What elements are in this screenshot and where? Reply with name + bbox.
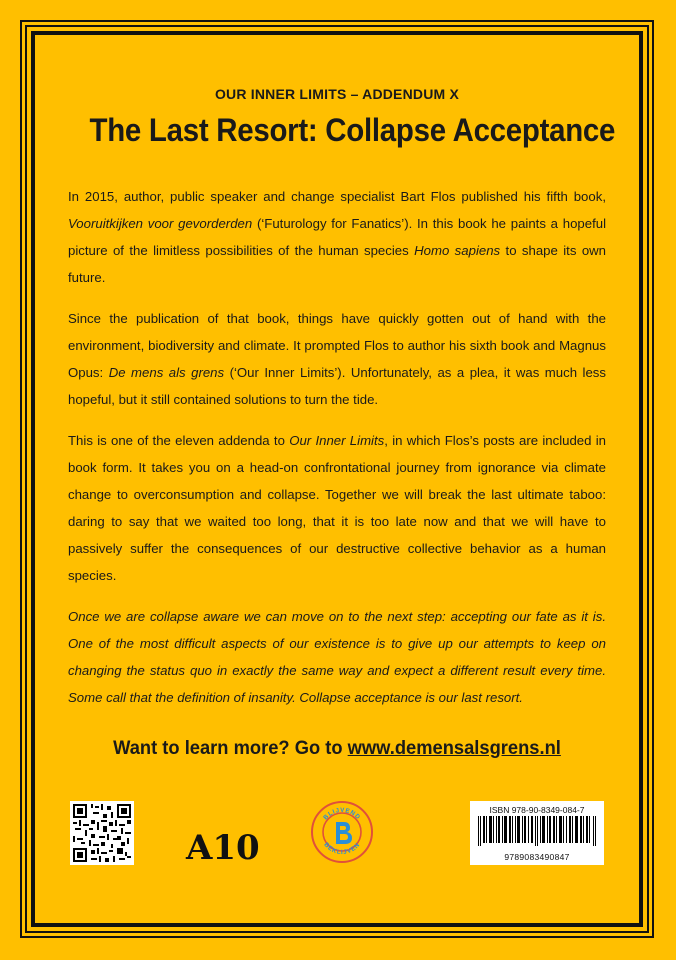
p2-text-a: Since the publication of that book, things have quickly gotten out of hand with the environment, biodiversity and climate. It prompted Flos to author his sixth book and Magnus Opus: bbox=[68, 311, 606, 380]
isbn-barcode-box bbox=[470, 801, 604, 865]
p2-text-c: (‘Our Inner Limits’). Unfortunately, as a plea, it was much less hopeful, but it still contained solutions to turn the tide. bbox=[68, 365, 606, 407]
p1-book-title: Vooruitkijken voor gevorderden bbox=[68, 216, 253, 231]
cta-text: Want to learn more? Go to bbox=[113, 737, 348, 759]
p3-book-title: Our Inner Limits bbox=[289, 433, 385, 448]
isbn-digits: 9789083490847 bbox=[504, 852, 570, 862]
series-kicker: OUR INNER LIMITS – ADDENDUM X bbox=[214, 86, 460, 102]
website-link[interactable]: www.demensalsgrens.nl bbox=[347, 737, 561, 759]
p3-text-c: , in which Flos’s posts are included in book form. It takes you on a head-on confrontational journey from ignorance via climate change to overconsumption and collapse. Together we will break the last ultimate taboo: daring to say that we waited too long, that it is too late now and that we will have to passively suffer the consequences of our destructive collective behavior as a human species. bbox=[68, 433, 607, 583]
back-cover-content bbox=[68, 86, 616, 760]
call-to-action bbox=[84, 737, 590, 760]
book-title: The Last Resort: Collapse Acceptance bbox=[89, 112, 616, 148]
blijvend-beklijven-logo bbox=[310, 800, 374, 864]
p1-species: Homo sapiens bbox=[414, 243, 501, 258]
paragraph-2 bbox=[68, 305, 606, 413]
p1-text-e: to shape its own future. bbox=[68, 243, 607, 285]
paragraph-3 bbox=[68, 427, 606, 589]
p1-text-c: (‘Futurology for Fanatics’). In this book he paints a hopeful picture of the limitless possibilities of the human species bbox=[68, 216, 607, 258]
p2-book-title: De mens als grens bbox=[108, 365, 225, 380]
barcode-icon bbox=[476, 816, 598, 846]
svg-text:BLIJVEND: BLIJVEND bbox=[322, 806, 362, 822]
isbn-label: ISBN 978-90-8349-084-7 bbox=[489, 805, 585, 815]
qr-code-icon[interactable] bbox=[70, 801, 134, 865]
p3-text-a: This is one of the eleven addenda to bbox=[68, 433, 290, 448]
paragraph-4: Once we are collapse aware we can move on to the next step: accepting our fate as it is. One of the most difficult aspects of our existence is to give up our attempts to keep on changing the status quo in exactly the same way and expect a different result every time. Some call that the definition of insanity. Collapse acceptance is our last resort. bbox=[68, 609, 606, 705]
p1-text-a: In 2015, author, public speaker and change specialist Bart Flos published his fifth book, bbox=[68, 189, 606, 204]
addendum-code: A10 bbox=[186, 828, 260, 868]
svg-text:BEKLIJVEN: BEKLIJVEN bbox=[322, 841, 362, 857]
paragraph-1 bbox=[68, 183, 606, 291]
